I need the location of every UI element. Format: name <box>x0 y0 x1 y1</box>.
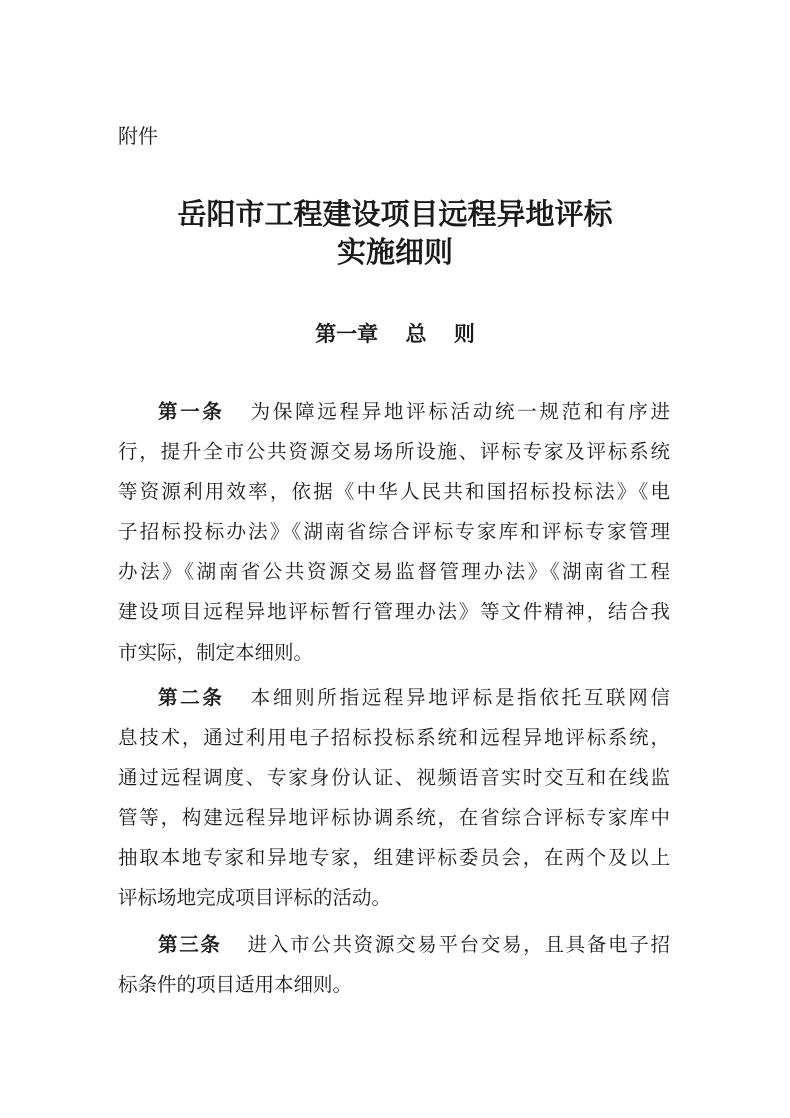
document-title-line-1: 岳阳市工程建设项目远程异地评标 <box>177 197 613 231</box>
article-label: 第一条 <box>158 400 225 423</box>
article-label: 第三条 <box>158 933 222 956</box>
article-line: 办法》《湖南省公共资源交易监督管理办法》《湖南省工程 <box>118 560 670 583</box>
article-line: 等资源利用效率，依据《中华人民共和国招标投标法》《电 <box>118 480 670 503</box>
article-text: 进入市公共资源交易平台交易，且具备电子招 <box>247 933 670 956</box>
article-label: 第二条 <box>158 686 225 709</box>
chapter-number: 第一章 <box>315 322 379 346</box>
chapter-name: 总 <box>405 322 427 346</box>
article-line: 通过远程调度、专家身份认证、视频语音实时交互和在线监 <box>118 766 670 789</box>
chapter-name-2: 则 <box>453 322 475 346</box>
article-line <box>158 932 670 958</box>
article-line: 息技术，通过利用电子招标投标系统和远程异地评标系统， <box>118 726 670 749</box>
article-line <box>158 685 670 711</box>
chapter-heading <box>0 318 790 348</box>
article-line: 建设项目远程异地评标暂行管理办法》等文件精神，结合我 <box>118 600 670 623</box>
article-line: 行，提升全市公共资源交易场所设施、评标专家及评标系统 <box>118 440 670 463</box>
article-line <box>158 399 670 425</box>
article-line: 管等，构建远程异地评标协调系统，在省综合评标专家库中 <box>118 806 670 829</box>
attachment-label: 附件 <box>118 124 158 148</box>
article-text: 为保障远程异地评标活动统一规范和有序进 <box>250 400 670 423</box>
document-title-line-2: 实施细则 <box>336 235 453 269</box>
article-line: 市实际，制定本细则。 <box>118 641 314 664</box>
article-text: 本细则所指远程异地评标是指依托互联网信 <box>250 686 670 709</box>
article-line: 子招标投标办法》《湖南省综合评标专家库和评标专家管理 <box>118 520 670 543</box>
article-line: 标条件的项目适用本细则。 <box>118 973 353 996</box>
article-line: 评标场地完成项目评标的活动。 <box>118 886 392 909</box>
article-line: 抽取本地专家和异地专家，组建评标委员会，在两个及以上 <box>118 846 670 869</box>
